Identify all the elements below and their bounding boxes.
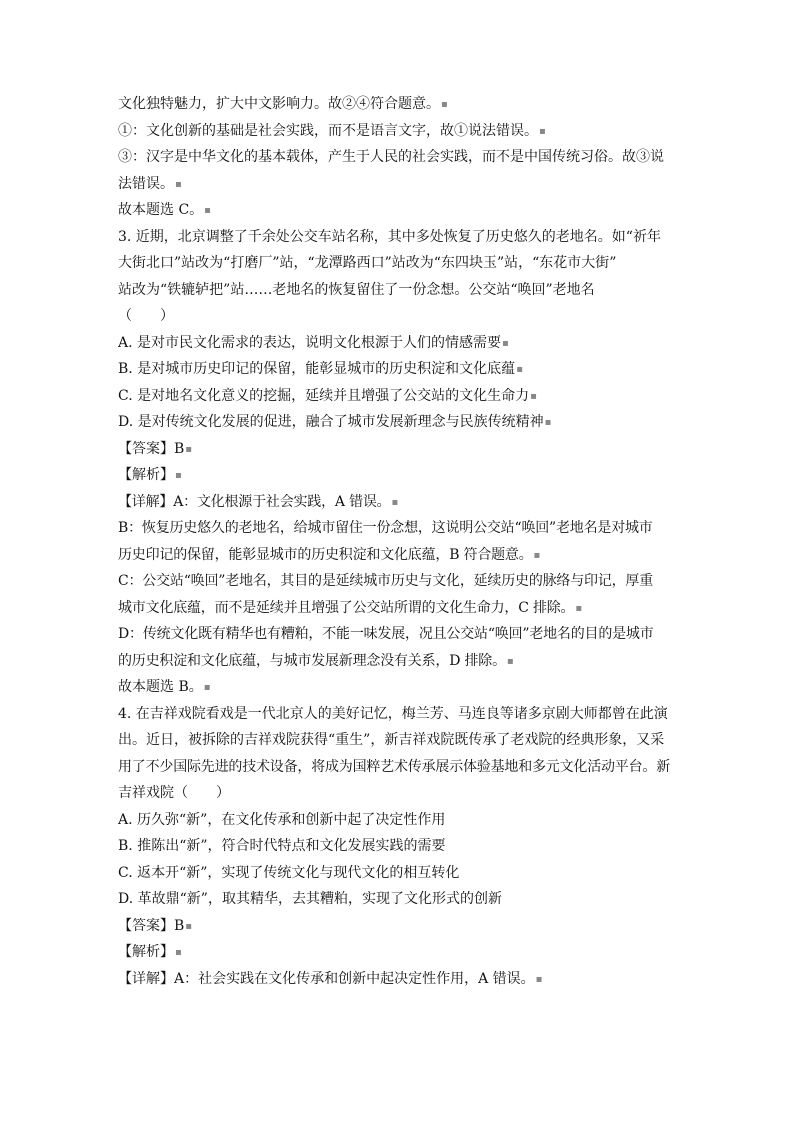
analysis-label: 【解析】▪: [118, 944, 182, 960]
text-line: 出。近日，被拆除的吉祥戏院获得“重生”，新吉祥戏院既传承了老戏院的经典形象，又采: [118, 732, 665, 748]
detail-line: 【详解】A：社会实践在文化传承和创新中起决定性作用，A 错误。▪: [118, 970, 543, 987]
option-a: A. 历久弥“新”，在文化传承和创新中起了决定性作用: [118, 811, 446, 828]
text-line: ③：汉字是中华文化的基本载体，产生于人民的社会实践，而不是中国传统习俗。故③说: [118, 149, 664, 165]
text-line: 故本题选 C。▪: [118, 202, 211, 218]
option-c: C. 是对地名文化意义的挖掘，延续并且增强了公交站的文化生命力▪: [118, 387, 537, 404]
answer-label: 【答案】B▪: [118, 917, 193, 934]
text-line: 城市文化底蕴，而不是延续并且增强了公交站所谓的文化生命力，C 排除。▪: [118, 599, 582, 616]
text-line: 用了不少国际先进的技术设备，将成为国粹艺术传承展示体验基地和多元文化活动平台。新: [118, 758, 670, 775]
option-a: A. 是对市民文化需求的表达，说明文化根源于人们的情感需要▪: [118, 334, 509, 351]
text-line: 历史印记的保留，能彰显城市的历史积淀和文化底蕴，B 符合题意。▪: [118, 546, 541, 563]
text-line: 故本题选 B。▪: [118, 679, 211, 695]
option-b: B. 是对城市历史印记的保留，能彰显城市的历史积淀和文化底蕴▪: [118, 361, 523, 377]
question-3-stem: 3. 近期，北京调整了千余处公交车站名称，其中多处恢复了历史悠久的老地名。如“祈年: [118, 228, 661, 245]
text-line: 吉祥戏院（ ）: [118, 785, 230, 801]
option-b: B. 推陈出“新”，符合时代特点和文化发展实践的需要: [118, 838, 446, 854]
option-d: D. 是对传统文化发展的促进，融合了城市发展新理念与民族传统精神▪: [118, 414, 552, 430]
text-line: B：恢复历史悠久的老地名，给城市留住一份念想，这说明公交站“唤回”老地名是对城市: [118, 520, 653, 536]
document-body: [118, 91, 678, 992]
analysis-label: 【解析】▪: [118, 467, 182, 483]
text-line: ①：文化创新的基础是社会实践，而不是语言文字，故①说法错误。▪: [118, 122, 546, 139]
option-c: C. 返本开“新”，实现了传统文化与现代文化的相互转化: [118, 864, 460, 881]
text-line: 站改为“铁辘轳把”站……老地名的恢复留住了一份念想。公交站“唤回”老地名: [118, 281, 595, 298]
text-line: 法错误。▪: [118, 175, 182, 192]
question-4-stem: 4. 在吉祥戏院看戏是一代北京人的美好记忆，梅兰芳、马连良等诸多京剧大师都曾在此演: [118, 705, 668, 722]
detail-line: 【详解】A：文化根源于社会实践，A 错误。▪: [118, 493, 399, 510]
text-line: C：公交站“唤回”老地名，其目的是延续城市历史与文化，延续历史的脉络与印记，厚重: [118, 573, 654, 589]
answer-label: 【答案】B▪: [118, 440, 193, 457]
text-line: D：传统文化既有精华也有糟粕，不能一味发展，况且公交站“唤回”老地名的目的是城市: [118, 626, 654, 642]
option-d: D. 革故鼎“新”，取其精华，去其糟粕，实现了文化形式的创新: [118, 891, 502, 907]
text-line: 的历史积淀和文化底蕴，与城市发展新理念没有关系，D 排除。▪: [118, 652, 514, 669]
text-line: 大街北口”站改为“打磨厂”站，“龙潭路西口”站改为“东四块玉”站，“东花市大街”: [118, 255, 617, 271]
text-line: 文化独特魅力，扩大中文影响力。故②④符合题意。▪: [118, 96, 448, 112]
text-line: （ ）: [118, 308, 174, 324]
